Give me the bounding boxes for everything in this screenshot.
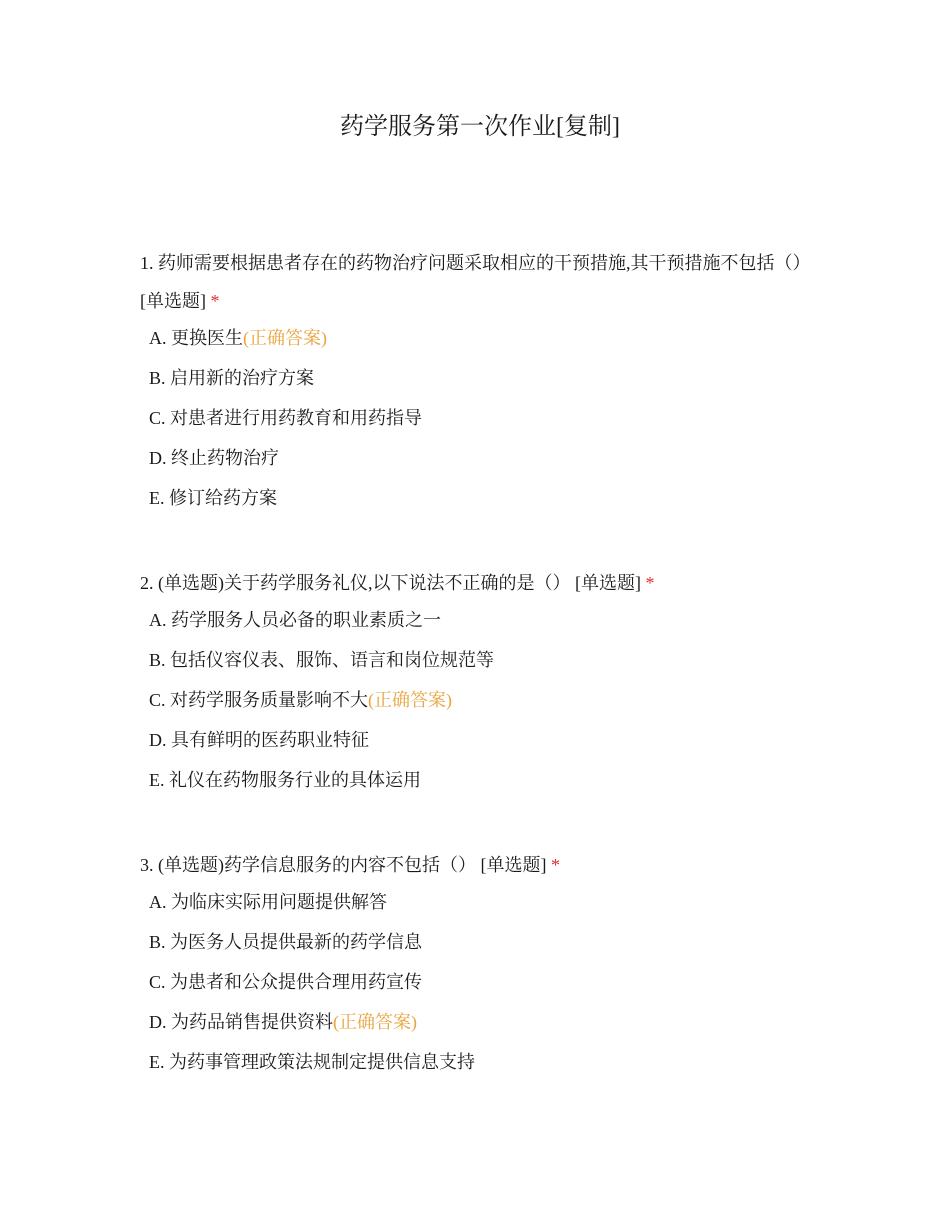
- question-stem: [140, 244, 820, 320]
- option-b: [140, 364, 820, 404]
- option-letter: A.: [149, 610, 167, 630]
- option-letter: D.: [149, 1012, 167, 1032]
- required-mark: *: [210, 291, 220, 311]
- question-stem: [140, 846, 820, 884]
- option-c: [140, 968, 820, 1008]
- page-title: 药学服务第一次作业[复制]: [340, 114, 620, 140]
- option-a: [140, 606, 820, 646]
- option-letter: A.: [149, 328, 167, 348]
- option-e: [140, 1048, 820, 1088]
- question-number: 3.: [140, 855, 154, 875]
- question-type-tag: [单选题]: [575, 573, 641, 593]
- question-1: [140, 244, 820, 524]
- option-d: [140, 444, 820, 484]
- question-number: 2.: [140, 573, 154, 593]
- option-letter: E.: [149, 770, 165, 790]
- option-text: 包括仪容仪表、服饰、语言和岗位规范等: [170, 650, 495, 670]
- option-text: 为医务人员提供最新的药学信息: [170, 932, 423, 952]
- option-letter: D.: [149, 730, 167, 750]
- option-text: 对患者进行用药教育和用药指导: [170, 408, 423, 428]
- option-a: [140, 324, 820, 364]
- option-text: 修订给药方案: [169, 488, 277, 508]
- option-text: 为临床实际用问题提供解答: [171, 892, 387, 912]
- option-letter: E.: [149, 488, 165, 508]
- question-stem: [140, 564, 820, 602]
- option-c: [140, 686, 820, 726]
- option-letter: C.: [149, 690, 166, 710]
- option-d: [140, 1008, 820, 1048]
- question-type-tag: [单选题]: [480, 855, 547, 875]
- option-letter: E.: [149, 1052, 165, 1072]
- option-e: [140, 484, 820, 524]
- option-text: 具有鲜明的医药职业特征: [171, 730, 369, 750]
- question-text: 药师需要根据患者存在的药物治疗问题采取相应的干预措施,其干预措施不包括（）: [158, 253, 811, 273]
- option-b: [140, 928, 820, 968]
- option-letter: D.: [149, 448, 167, 468]
- correct-answer-tag: (正确答案): [368, 690, 453, 710]
- option-d: [140, 726, 820, 766]
- option-text: 为药事管理政策法规制定提供信息支持: [169, 1052, 475, 1072]
- option-text: 更换医生: [171, 328, 243, 348]
- correct-answer-tag: (正确答案): [333, 1012, 417, 1032]
- option-text: 启用新的治疗方案: [170, 368, 315, 388]
- required-mark: *: [551, 855, 560, 875]
- option-letter: B.: [149, 368, 166, 388]
- option-text: 药学服务人员必备的职业素质之一: [171, 610, 441, 630]
- option-letter: C.: [149, 408, 166, 428]
- option-text: 为药品销售提供资料: [171, 1012, 333, 1032]
- required-mark: *: [645, 573, 655, 593]
- option-letter: B.: [149, 650, 166, 670]
- option-b: [140, 646, 820, 686]
- question-3: [140, 846, 820, 1088]
- option-letter: B.: [149, 932, 166, 952]
- option-c: [140, 404, 820, 444]
- option-letter: C.: [149, 972, 166, 992]
- question-type-tag: [单选题]: [140, 291, 206, 311]
- correct-answer-tag: (正确答案): [243, 328, 327, 348]
- option-text: 终止药物治疗: [171, 448, 279, 468]
- option-text: 对药学服务质量影响不大: [170, 690, 369, 710]
- question-2: [140, 564, 820, 806]
- question-number: 1.: [140, 253, 154, 273]
- option-text: 为患者和公众提供合理用药宣传: [170, 972, 423, 992]
- option-text: 礼仪在药物服务行业的具体运用: [169, 770, 421, 790]
- option-letter: A.: [149, 892, 167, 912]
- question-text: (单选题)关于药学服务礼仪,以下说法不正确的是（）: [158, 573, 571, 593]
- question-text: (单选题)药学信息服务的内容不包括（）: [158, 855, 476, 875]
- option-a: [140, 888, 820, 928]
- option-e: [140, 766, 820, 806]
